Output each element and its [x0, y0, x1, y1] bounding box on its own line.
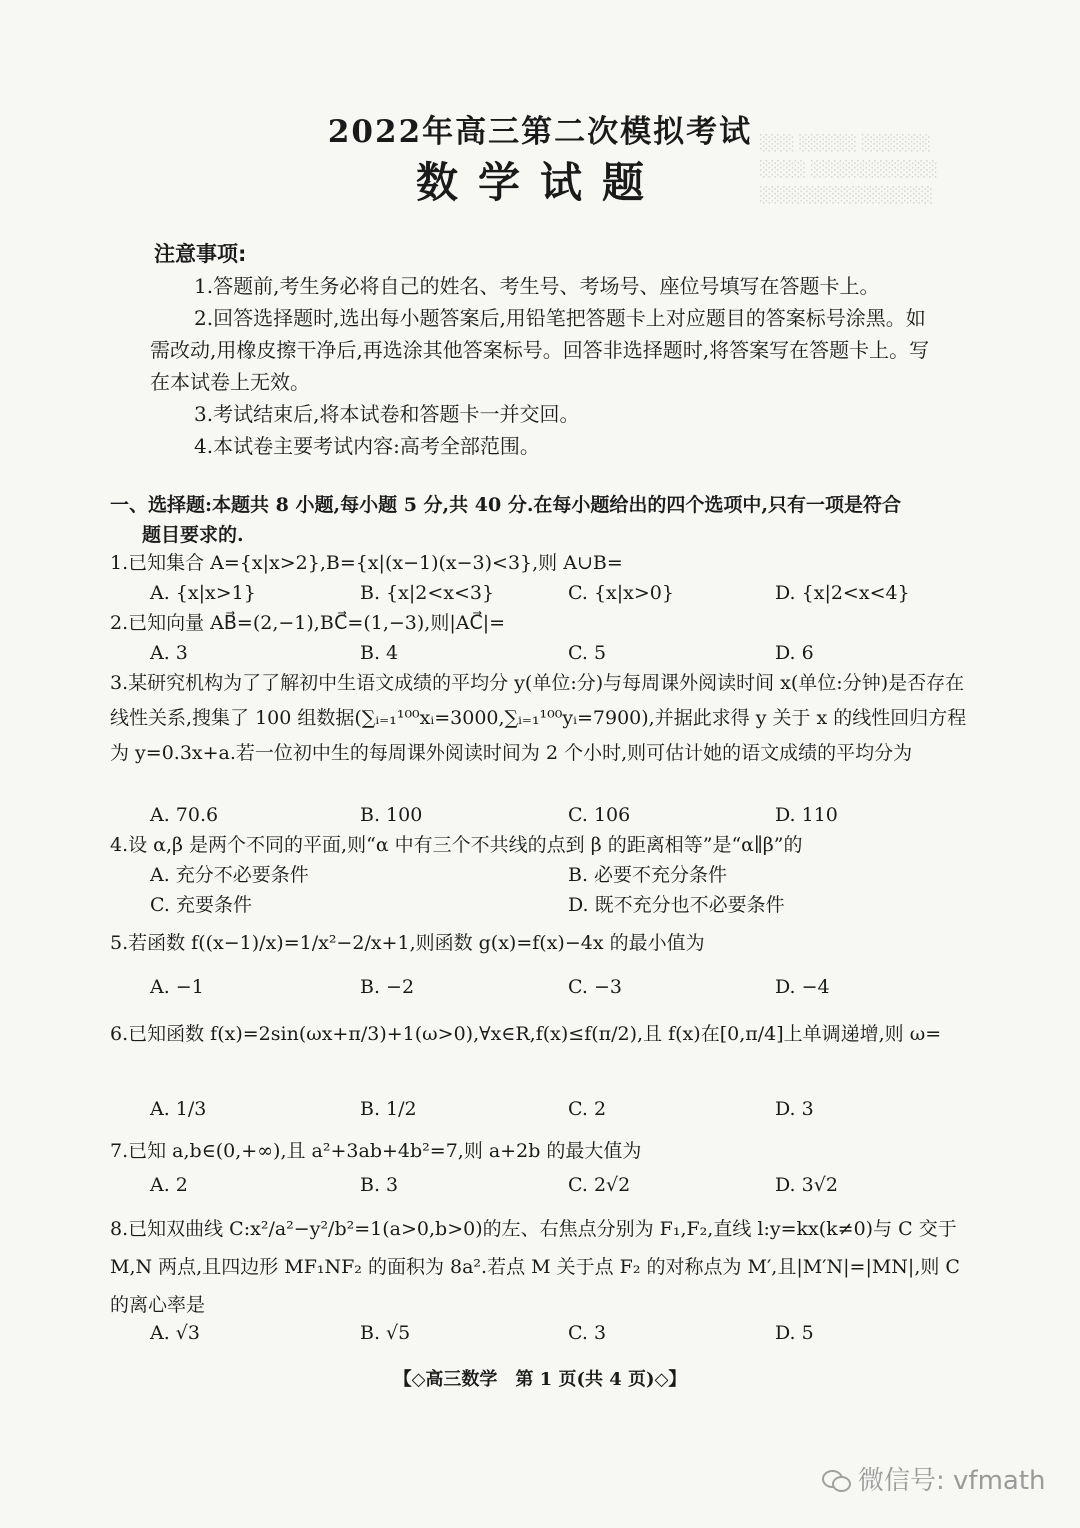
option-d: D. {x|2<x<4} [775, 582, 910, 604]
option-b: B. 4 [360, 642, 399, 664]
option-a: A. 充分不必要条件 [150, 864, 309, 886]
question-3-options [150, 800, 970, 830]
question-8-options [150, 1318, 970, 1348]
option-d: D. −4 [775, 976, 830, 998]
question-2-stem: 2.已知向量 AB⃗=(2,−1),BC⃗=(1,−3),则|AC⃗|= [110, 612, 506, 634]
question-5-options [150, 972, 970, 1002]
exam-title: 2022年高三第二次模拟考试 [327, 114, 753, 150]
question-8-stem: 8.已知双曲线 C:x²/a²−y²/b²=1(a>0,b>0)的左、右焦点分别为 F₁,F₂,直线 l:y=kx(k≠0)与 C 交于 M,N 两点,且四边形 MF₁NF₂ 的面积为 8a².若点 M 关于点 F₂ 的对称点为 M′,且|M′N|=|MN|,则 C 的离心率是 [110, 1218, 960, 1316]
option-b: B. −2 [360, 976, 415, 998]
question-2-options [150, 638, 970, 668]
option-c: C. {x|x>0} [568, 582, 674, 604]
question-1-stem: 1.已知集合 A={x|x>2},B={x|(x−1)(x−3)<3},则 A∪B= [110, 552, 623, 574]
option-d: D. 110 [775, 804, 838, 826]
option-b: B. √5 [360, 1322, 411, 1344]
question-6-options [150, 1094, 970, 1124]
notice-item: 4.本试卷主要考试内容:高考全部范围。 [194, 434, 540, 458]
exam-subtitle: 数学试题 [415, 158, 664, 207]
option-c: C. 充要条件 [150, 894, 252, 916]
question-1-options [150, 578, 970, 608]
question-5-stem: 5.若函数 f((x−1)/x)=1/x²−2/x+1,则函数 g(x)=f(x)−4x 的最小值为 [110, 932, 705, 954]
option-a: A. 1/3 [150, 1098, 207, 1120]
question-4-stem: 4.设 α,β 是两个不同的平面,则“α 中有三个不共线的点到 β 的距离相等”是“α∥β”的 [110, 834, 803, 856]
question-7-options [150, 1170, 970, 1200]
option-d: D. 既不充分也不必要条件 [568, 894, 785, 916]
option-a: A. −1 [150, 976, 204, 998]
page-footer: 【◇高三数学 第 1 页(共 4 页)◇】 [393, 1369, 687, 1390]
option-c: C. 2√2 [568, 1174, 631, 1196]
notice-item: 2.回答选择题时,选出每小题答案后,用铅笔把答题卡上对应题目的答案标号涂黑。如需改动,用橡皮擦干净后,再选涂其他答案标号。回答非选择题时,将答案写在答题卡上。写在本试卷上无效。 [150, 306, 930, 394]
option-c: C. 2 [568, 1098, 607, 1120]
question-4-options-row2 [150, 890, 970, 920]
watermark-text: 微信号: vfmath [858, 1466, 1046, 1496]
option-c: C. 5 [568, 642, 607, 664]
watermark [822, 1460, 1046, 1497]
option-b: B. 必要不充分条件 [568, 864, 728, 886]
option-d: D. 6 [775, 642, 814, 664]
option-c: C. −3 [568, 976, 622, 998]
option-d: D. 3 [775, 1098, 814, 1120]
option-b: B. 1/2 [360, 1098, 417, 1120]
option-c: C. 106 [568, 804, 631, 826]
question-4-options-row1 [150, 860, 970, 890]
notice-heading: 注意事项: [154, 242, 247, 266]
option-d: D. 5 [775, 1322, 814, 1344]
option-a: A. 2 [150, 1174, 188, 1196]
option-d: D. 3√2 [775, 1174, 838, 1196]
section-heading: 一、选择题:本题共 8 小题,每小题 5 分,共 40 分.在每小题给出的四个选项中,只有一项是符合 题目要求的. [110, 494, 902, 546]
bleed-through-text: ░░░ ░░░░░ ░░░░░░ ░░░░ ░░░░░░░░░░░ ░░░░░░░░░░░░░░░ [760, 134, 938, 204]
option-b: B. {x|2<x<3} [360, 582, 495, 604]
option-a: A. 3 [150, 642, 188, 664]
option-a: A. {x|x>1} [150, 582, 256, 604]
wechat-icon [822, 1468, 852, 1492]
notice-list [150, 270, 930, 462]
notice-item: 1.答题前,考生务必将自己的姓名、考生号、考场号、座位号填写在答题卡上。 [194, 274, 880, 298]
option-b: B. 3 [360, 1174, 399, 1196]
question-3-stem: 3.某研究机构为了了解初中生语文成绩的平均分 y(单位:分)与每周课外阅读时间 x(单位:分钟)是否存在线性关系,搜集了 100 组数据(∑ᵢ₌₁¹⁰⁰xᵢ=3000,∑ᵢ₌₁¹⁰⁰yᵢ=7900),并据此求得 y 关于 x 的线性回归方程为 y=0.3x+a.若一位初中生的每周课外阅读时间为 2 个小时,则可估计她的语文成绩的平均分为 [110, 672, 967, 764]
question-6-stem: 6.已知函数 f(x)=2sin(ωx+π/3)+1(ω>0),∀x∈R,f(x)≤f(π/2),且 f(x)在[0,π/4]上单调递增,则 ω= [110, 1023, 942, 1045]
question-7-stem: 7.已知 a,b∈(0,+∞),且 a²+3ab+4b²=7,则 a+2b 的最大值为 [110, 1140, 642, 1162]
notice-item: 3.考试结束后,将本试卷和答题卡一并交回。 [194, 402, 580, 426]
option-c: C. 3 [568, 1322, 607, 1344]
option-a: A. 70.6 [150, 804, 219, 826]
option-b: B. 100 [360, 804, 423, 826]
option-a: A. √3 [150, 1322, 200, 1344]
